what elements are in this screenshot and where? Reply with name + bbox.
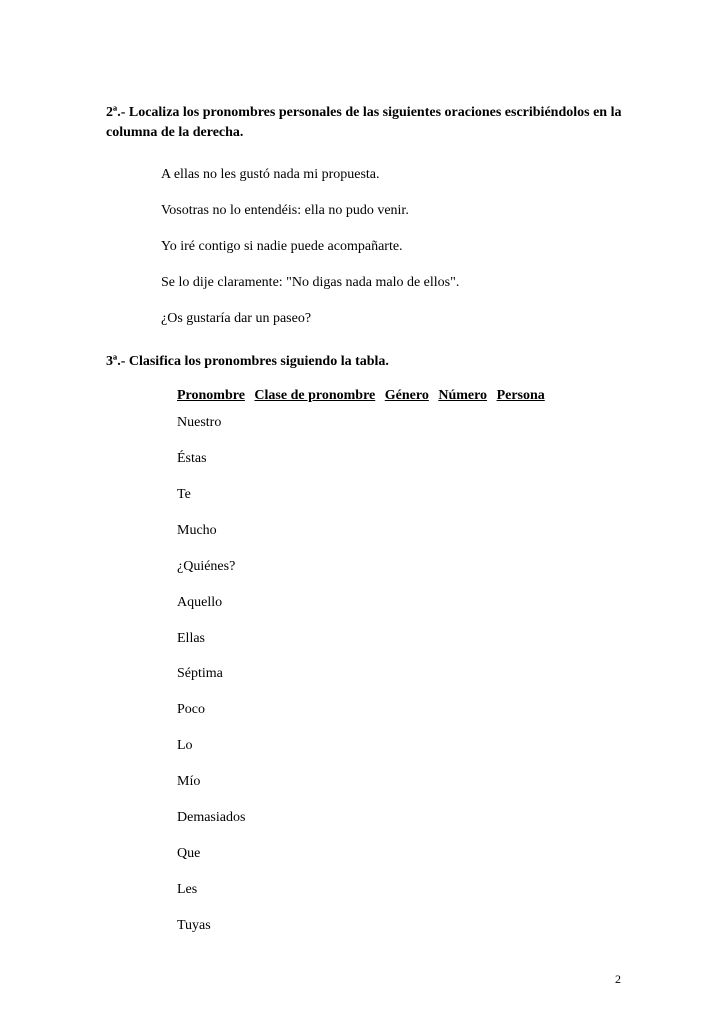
exercise-2-title: 2ª.- Localiza los pronombres personales de las siguientes oraciones escribiéndolos en la columna de la derecha. — [106, 105, 622, 140]
pronoun-row: Tuyas — [177, 918, 211, 933]
pronoun-row: Nuestro — [177, 415, 222, 430]
sentence-4: Se lo dije claramente: "No digas nada malo de ellos". — [161, 275, 460, 290]
pronoun-row: Mío — [177, 774, 201, 789]
pronoun-row: Demasiados — [177, 810, 246, 825]
pronoun-row: Te — [177, 487, 191, 502]
page-number: 2 — [615, 972, 621, 986]
sentence-2: Vosotras no lo entendéis: ella no pudo venir. — [161, 203, 409, 218]
pronoun-row: Mucho — [177, 523, 217, 538]
pronoun-row: Poco — [177, 702, 205, 717]
sentence-1: A ellas no les gustó nada mi propuesta. — [161, 167, 380, 182]
pronoun-row: Que — [177, 846, 201, 861]
column-header-persona: Persona — [496, 388, 545, 403]
exercise-3-title: 3ª.- Clasifica los pronombres siguiendo la tabla. — [106, 354, 389, 369]
column-header-genero: Género — [384, 388, 429, 403]
pronoun-row: Aquello — [177, 595, 223, 610]
pronoun-row: ¿Quiénes? — [177, 559, 236, 574]
sentence-5: ¿Os gustaría dar un paseo? — [161, 311, 312, 326]
pronoun-row: Ellas — [177, 631, 205, 646]
column-header-clase: Clase de pronombre — [254, 388, 376, 403]
table-header — [177, 387, 551, 405]
column-header-numero: Número — [438, 388, 488, 403]
pronoun-row: Séptima — [177, 666, 223, 681]
pronoun-row: Lo — [177, 738, 193, 753]
pronoun-row: Éstas — [177, 451, 207, 466]
column-header-pronombre: Pronombre — [177, 388, 245, 403]
pronoun-row: Les — [177, 882, 198, 897]
sentence-3: Yo iré contigo si nadie puede acompañarte. — [161, 239, 403, 254]
